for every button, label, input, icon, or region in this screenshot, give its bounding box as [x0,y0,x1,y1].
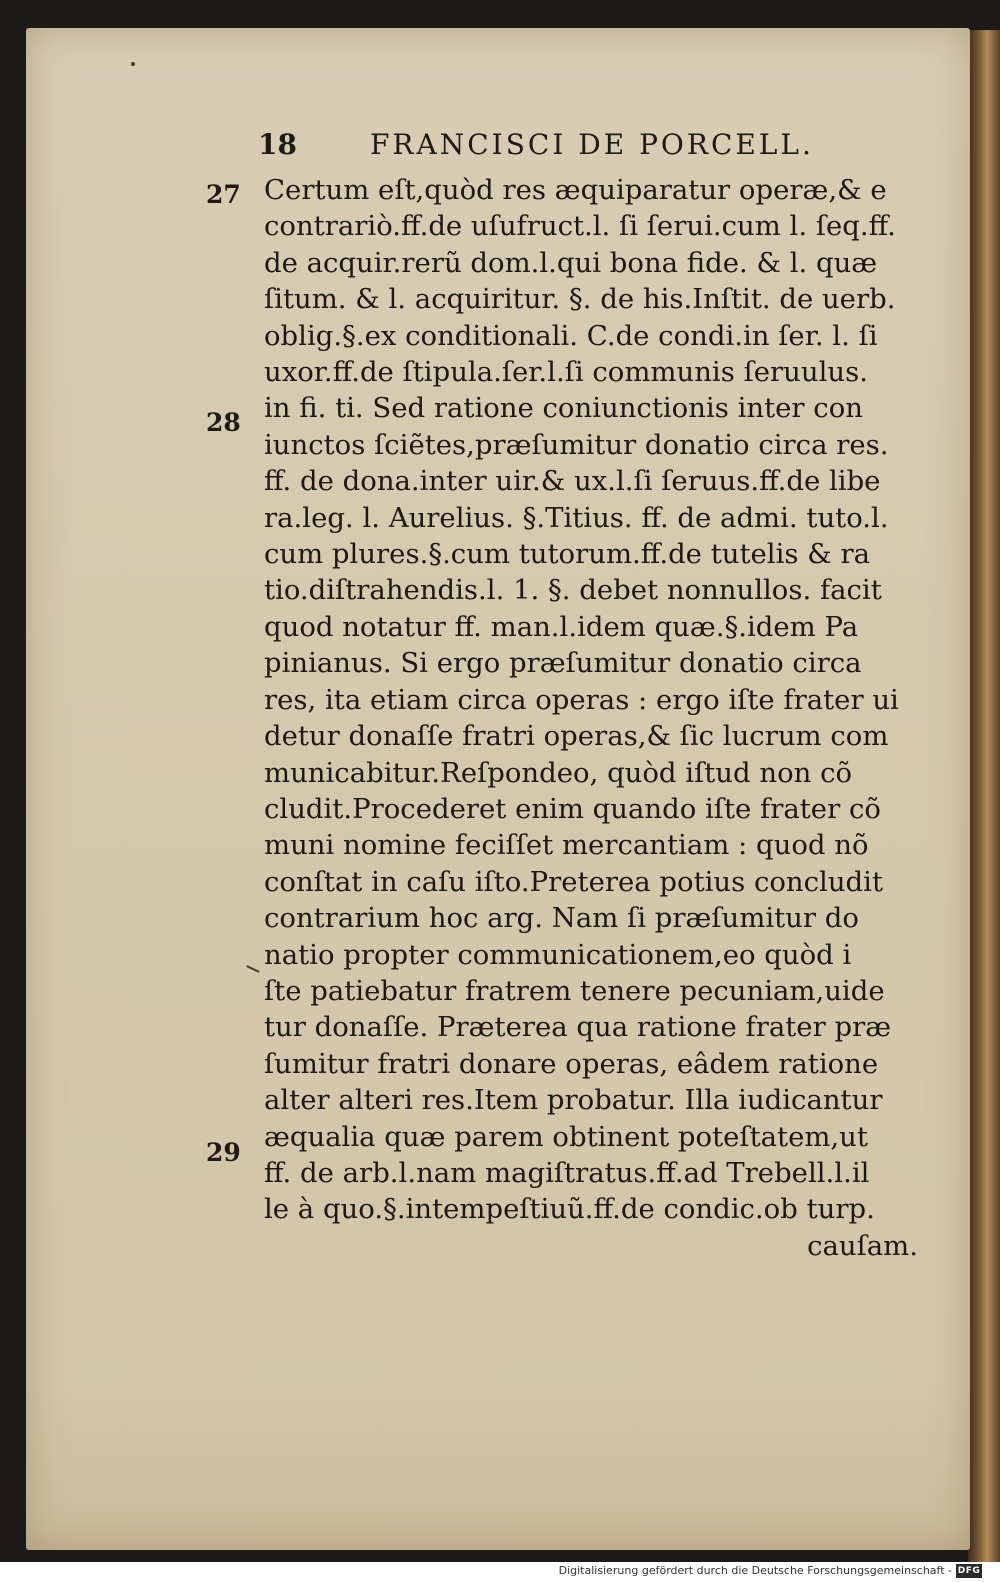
text-line: detur donaſſe fratri operas,& ſic lucrum com [264,720,889,753]
text-line: muni nomine feciſſet mercantiam : quod nõ [264,829,869,862]
marginal-number-27: 27 [206,180,241,209]
text-line: ſumitur fratri donare operas, eâdem ratione [264,1047,879,1080]
text-line: res, ita etiam circa operas : ergo iſte frater ui [264,683,899,716]
text-line: cludit.Procederet enim quando iſte frater cõ [264,792,881,825]
marginal-number-28: 28 [206,408,241,437]
text-line: cum plures.§.cum tutorum.ff.de tutelis & ra [264,538,870,571]
paper-speck [131,62,135,66]
text-line: ſitum. & l. acquiritur. §. de his.Inſtit. de uerb. [264,283,896,316]
text-line: uxor.ff.de ſtipula.ſer.l.ſi communis ſeruulus. [264,356,868,389]
text-line: Certum eſt,quòd res æquiparatur operæ,& e [264,174,887,206]
text-line: ra.leg. l. Aurelius. §.Titius. ff. de admi. tuto.l. [264,501,889,534]
text-line: cauſam. [807,1229,918,1262]
text-line: quod notatur ff. man.l.idem quæ.§.idem Pa [264,610,859,643]
text-line: iunctos ſciẽtes,præſumitur donatio circa res. [264,428,889,461]
running-title: FRANCISCI DE PORCELL. [370,128,814,161]
text-line: alter alteri res.Item probatur. Illa iudicantur [264,1084,883,1117]
text-line: conſtat in caſu iſto.Preterea potius concludit [264,865,884,898]
text-line: contrariò.ff.de uſufruct.l. ſi ſerui.cum l. ſeq.ff. [264,210,896,243]
text-line: municabitur.Reſpondeo, quòd iſtud non cõ [264,756,853,789]
text-line: ff. de arb.l.nam magiſtratus.ff.ad Trebell.l.il [264,1156,870,1189]
body-text [264,172,924,1264]
text-line: ſte patiebatur fratrem tenere pecuniam,uide [264,974,885,1007]
text-line: oblig.§.ex conditionali. C.de condi.in ſer. l. ſi [264,319,878,352]
folio-number: 18 [258,128,297,161]
text-line: contrarium hoc arg. Nam ſi præſumitur do [264,902,859,935]
text-line: tio.diſtrahendis.l. 1. §. debet nonnullos. facit [264,574,882,607]
dfg-logo: DFG [957,1566,981,1576]
text-line: de acquir.rerũ dom.l.qui bona fide. & l. quæ [264,246,878,279]
digitization-credit: Digitalisierung gefördert durch die Deutsche Forschungsgemeinschaft - [558,1564,952,1577]
text-line: æqualia quæ parem obtinent poteſtatem,ut [264,1120,868,1153]
text-line: natio propter communicationem,eo quòd i [264,938,852,971]
text-line: ff. de dona.inter uir.& ux.l.ſi ſeruus.ff.de libe [264,465,881,498]
text-line: in fi. ti. Sed ratione coniunctionis inter con [264,392,863,425]
text-line: tur donaſſe. Præterea qua ratione frater præ [264,1011,892,1044]
book-edge [968,30,1000,1562]
text-line: le à quo.§.intempeſtiuũ.ff.de condic.ob turp. [264,1193,875,1226]
text-line: pinianus. Si ergo præſumitur donatio circa [264,647,862,680]
marginal-number-29: 29 [206,1138,241,1167]
